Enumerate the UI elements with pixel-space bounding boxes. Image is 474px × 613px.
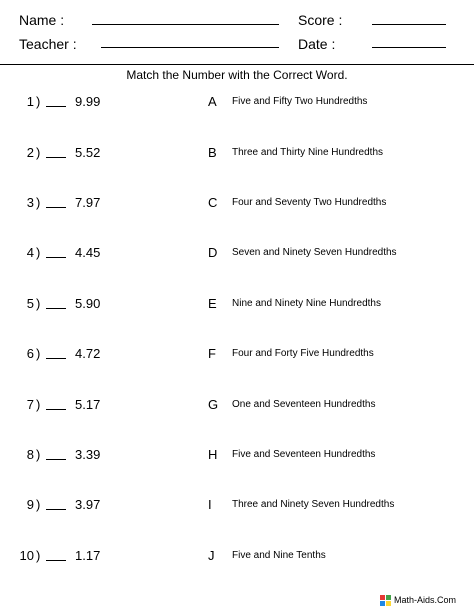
problem-row — [0, 195, 474, 211]
logo-square — [386, 601, 391, 606]
decimal-value: 7.97 — [75, 195, 101, 210]
decimal-value: 9.99 — [75, 94, 101, 109]
logo-square — [380, 601, 385, 606]
choice-word: Three and Thirty Nine Hundredths — [232, 147, 384, 158]
problem-number: 2 — [26, 145, 34, 160]
decimal-value: 5.17 — [75, 397, 101, 412]
decimal-value: 5.52 — [75, 145, 101, 160]
problem-row — [0, 497, 474, 513]
problem-paren: ) — [36, 548, 41, 563]
answer-blank[interactable] — [46, 308, 66, 309]
choice-word: Five and Nine Tenths — [232, 550, 326, 561]
score-field[interactable] — [372, 24, 446, 25]
header-divider — [0, 64, 474, 65]
choice-letter: G — [208, 397, 219, 412]
answer-blank[interactable] — [46, 358, 66, 359]
choice-letter: E — [208, 296, 217, 311]
problem-number: 3 — [26, 195, 34, 210]
answer-blank[interactable] — [46, 409, 66, 410]
problem-paren: ) — [36, 195, 41, 210]
footer-text: Math-Aids.Com — [394, 595, 457, 605]
decimal-value: 3.97 — [75, 497, 101, 512]
problem-number: 9 — [26, 497, 34, 512]
answer-blank[interactable] — [46, 509, 66, 510]
choice-letter: F — [208, 346, 216, 361]
logo-square — [386, 595, 391, 600]
choice-letter: B — [208, 145, 217, 160]
problem-row — [0, 447, 474, 463]
choice-word: Seven and Ninety Seven Hundredths — [232, 247, 397, 258]
problem-paren: ) — [36, 245, 41, 260]
name-field[interactable] — [92, 24, 279, 25]
problem-row — [0, 145, 474, 161]
problem-row — [0, 397, 474, 413]
problem-paren: ) — [36, 94, 41, 109]
name-label: Name : — [19, 12, 65, 28]
decimal-value: 4.45 — [75, 245, 101, 260]
problem-number: 5 — [26, 296, 34, 311]
problem-paren: ) — [36, 145, 41, 160]
footer-branding — [380, 593, 456, 607]
choice-letter: J — [208, 548, 215, 563]
choice-letter: A — [208, 94, 217, 109]
answer-blank[interactable] — [46, 106, 66, 107]
answer-blank[interactable] — [46, 207, 66, 208]
choice-word: Four and Seventy Two Hundredths — [232, 197, 387, 208]
date-field[interactable] — [372, 47, 446, 48]
problem-row — [0, 245, 474, 261]
logo-square — [380, 595, 385, 600]
problem-number: 7 — [26, 397, 34, 412]
choice-letter: H — [208, 447, 218, 462]
problem-paren: ) — [36, 497, 41, 512]
problem-number: 10 — [19, 548, 34, 563]
decimal-value: 5.90 — [75, 296, 101, 311]
problem-row — [0, 548, 474, 564]
problem-number: 4 — [26, 245, 34, 260]
problem-paren: ) — [36, 447, 41, 462]
decimal-value: 4.72 — [75, 346, 101, 361]
teacher-label: Teacher : — [19, 36, 77, 52]
problem-row — [0, 346, 474, 362]
choice-word: Five and Fifty Two Hundredths — [232, 96, 368, 107]
decimal-value: 1.17 — [75, 548, 101, 563]
choice-word: Four and Forty Five Hundredths — [232, 348, 374, 359]
choice-letter: I — [208, 497, 212, 512]
problem-row — [0, 94, 474, 110]
problem-paren: ) — [36, 397, 41, 412]
answer-blank[interactable] — [46, 560, 66, 561]
problem-paren: ) — [36, 346, 41, 361]
teacher-field[interactable] — [101, 47, 279, 48]
problem-row — [0, 296, 474, 312]
answer-blank[interactable] — [46, 157, 66, 158]
decimal-value: 3.39 — [75, 447, 101, 462]
problem-number: 8 — [26, 447, 34, 462]
answer-blank[interactable] — [46, 459, 66, 460]
math-aids-logo-icon — [380, 595, 391, 606]
choice-word: Three and Ninety Seven Hundredths — [232, 499, 395, 510]
choice-letter: C — [208, 195, 218, 210]
problem-paren: ) — [36, 296, 41, 311]
instructions: Match the Number with the Correct Word. — [126, 68, 348, 82]
choice-letter: D — [208, 245, 218, 260]
choice-word: One and Seventeen Hundredths — [232, 399, 376, 410]
date-label: Date : — [298, 36, 336, 52]
score-label: Score : — [298, 12, 343, 28]
problem-number: 6 — [26, 346, 34, 361]
problem-number: 1 — [26, 94, 34, 109]
choice-word: Five and Seventeen Hundredths — [232, 449, 376, 460]
answer-blank[interactable] — [46, 257, 66, 258]
choice-word: Nine and Ninety Nine Hundredths — [232, 298, 381, 309]
